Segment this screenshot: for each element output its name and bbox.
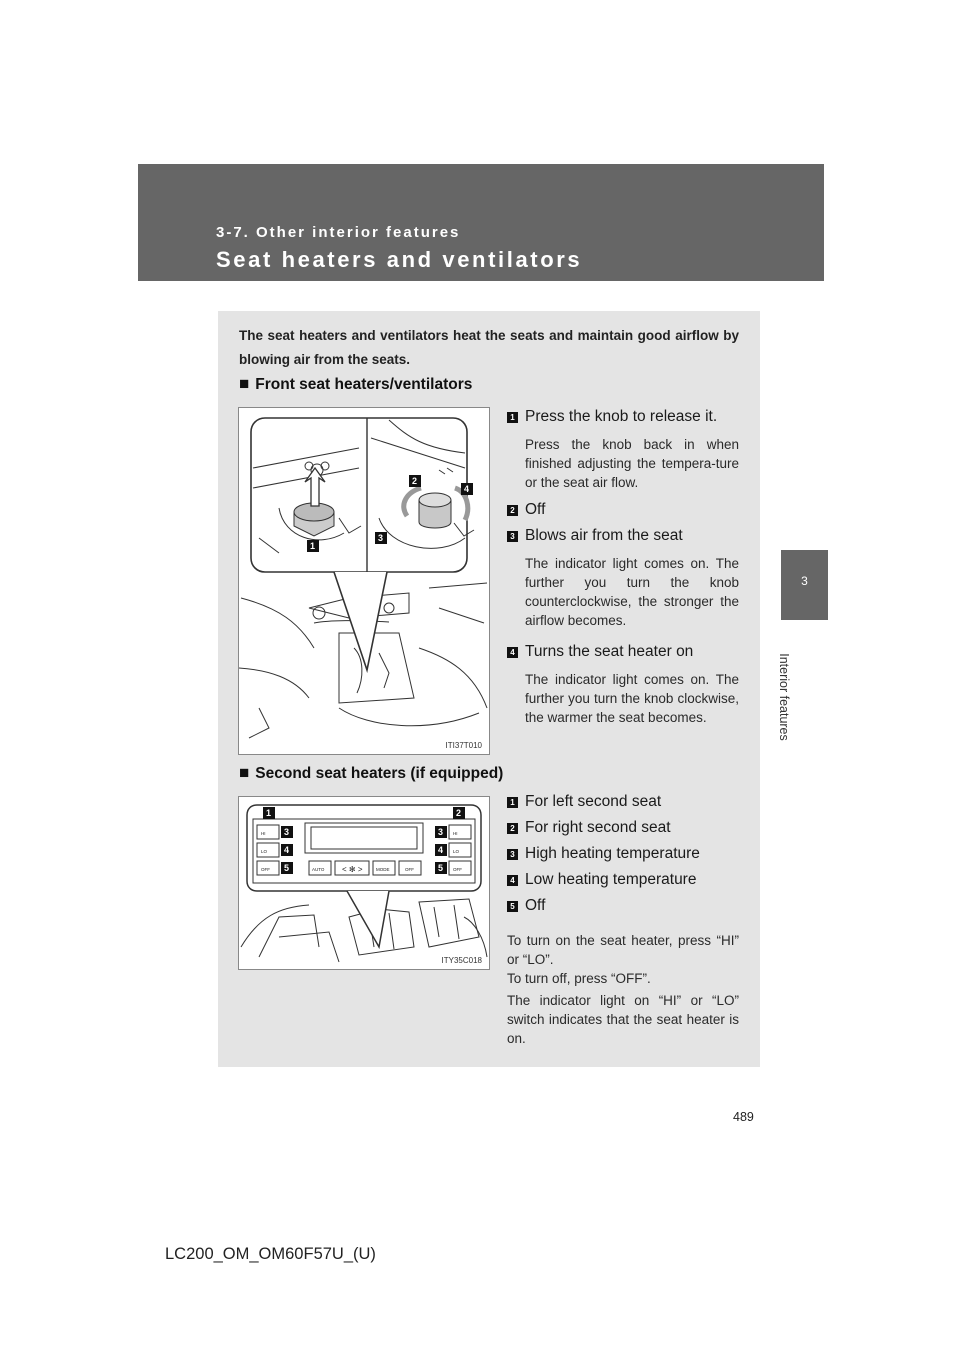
- number-badge: 2: [507, 823, 518, 834]
- number-badge: 4: [507, 647, 518, 658]
- second-fig-badge-3-left: 3: [284, 827, 290, 837]
- second-note-1b: To turn off, press “OFF”.: [507, 971, 651, 986]
- second-item-2: [507, 818, 739, 838]
- fan-off-button: OFF: [405, 867, 414, 872]
- second-heading-text: Second seat heaters (if equipped): [255, 765, 504, 782]
- second-note-1: [507, 931, 739, 988]
- front-heading-text: Front seat heaters/ventilators: [255, 376, 473, 393]
- right-off-switch: OFF: [453, 867, 462, 872]
- front-fig-badge-4: 4: [464, 484, 470, 494]
- intro-text: The seat heaters and ventilators heat the seats and maintain good airflow by blowing air from the seats.: [239, 328, 739, 367]
- front-item-4-desc: The indicator light comes on. The further you turn the knob clockwise, the warmer the seat becomes.: [525, 672, 739, 725]
- second-heading: [239, 763, 503, 783]
- number-badge: 5: [507, 901, 518, 912]
- second-fig-badge-2: 2: [456, 808, 462, 818]
- number-badge: 3: [507, 531, 518, 542]
- second-item-2-label: For right second seat: [525, 819, 671, 836]
- front-fig-badge-1: 1: [310, 541, 316, 551]
- front-item-3-desc: The indicator light comes on. The further you turn the knob counterclockwise, the stronger the airflow becomes.: [525, 556, 739, 628]
- second-note-1a: To turn on the seat heater, press “HI” or “LO”.: [507, 933, 739, 967]
- front-fig-badge-2: 2: [412, 476, 418, 486]
- chapter-tab-label: Interior features: [777, 653, 791, 741]
- footer-code: LC200_OM_OM60F57U_(U): [165, 1245, 376, 1263]
- second-fig-badge-5-right: 5: [438, 863, 444, 873]
- second-figure-code: ITY35C018: [441, 956, 482, 965]
- mode-button: MODE: [376, 867, 390, 872]
- number-badge: 3: [507, 849, 518, 860]
- number-badge: 4: [507, 875, 518, 886]
- square-bullet-icon: ■: [239, 763, 250, 782]
- front-item-4: [507, 642, 739, 727]
- front-item-2: [507, 500, 739, 520]
- front-seat-figure: [238, 407, 490, 755]
- second-note-2: The indicator light on “HI” or “LO” switch indicates that the seat heater is on.: [507, 993, 739, 1046]
- front-item-1-desc: Press the knob back in when finished adjusting the tempera-ture or the seat air flow.: [525, 437, 739, 490]
- second-item-4-label: Low heating temperature: [525, 871, 697, 888]
- second-item-4: [507, 870, 739, 890]
- front-item-1: [507, 407, 739, 492]
- number-badge: 2: [507, 505, 518, 516]
- second-item-5-label: Off: [525, 897, 546, 914]
- second-seat-figure: [238, 796, 490, 970]
- front-heading: [239, 374, 472, 394]
- right-hi-switch: HI: [453, 831, 458, 836]
- second-item-1: [507, 792, 739, 812]
- fan-left-arrow-icon: < ✻ >: [342, 865, 363, 874]
- number-badge: 1: [507, 412, 518, 423]
- front-seat-illustration: [239, 408, 489, 754]
- front-fig-badge-3: 3: [378, 533, 384, 543]
- auto-button: AUTO: [312, 867, 325, 872]
- second-fig-badge-1: 1: [266, 808, 272, 818]
- second-fig-badge-3-right: 3: [438, 827, 444, 837]
- page-title: Seat heaters and ventilators: [216, 247, 583, 272]
- front-item-1-label: Press the knob to release it.: [525, 408, 718, 425]
- number-badge: 1: [507, 797, 518, 808]
- right-lo-switch: LO: [453, 849, 460, 854]
- chapter-tab: [781, 550, 828, 620]
- section-label: 3-7. Other interior features: [216, 224, 461, 241]
- second-item-3: [507, 844, 739, 864]
- chapter-tab-number: 3: [801, 574, 808, 588]
- front-item-3-label: Blows air from the seat: [525, 527, 683, 544]
- second-item-5: [507, 896, 739, 916]
- second-seat-illustration: [239, 797, 489, 969]
- content-panel: [218, 311, 760, 1067]
- front-figure-code: ITI37T010: [445, 741, 482, 750]
- chapter-header: [138, 164, 824, 281]
- left-lo-switch: LO: [261, 849, 268, 854]
- second-item-1-label: For left second seat: [525, 793, 662, 810]
- front-item-2-label: Off: [525, 501, 546, 518]
- square-bullet-icon: ■: [239, 374, 250, 393]
- chapter-tab-label-wrap: [776, 632, 792, 762]
- left-off-switch: OFF: [261, 867, 270, 872]
- left-hi-switch: HI: [261, 831, 266, 836]
- front-item-4-label: Turns the seat heater on: [525, 643, 694, 660]
- second-fig-badge-4-left: 4: [284, 845, 290, 855]
- page-number: 489: [733, 1110, 754, 1124]
- second-fig-badge-5-left: 5: [284, 863, 290, 873]
- front-item-3: [507, 526, 739, 630]
- second-fig-badge-4-right: 4: [438, 845, 444, 855]
- second-item-3-label: High heating temperature: [525, 845, 700, 862]
